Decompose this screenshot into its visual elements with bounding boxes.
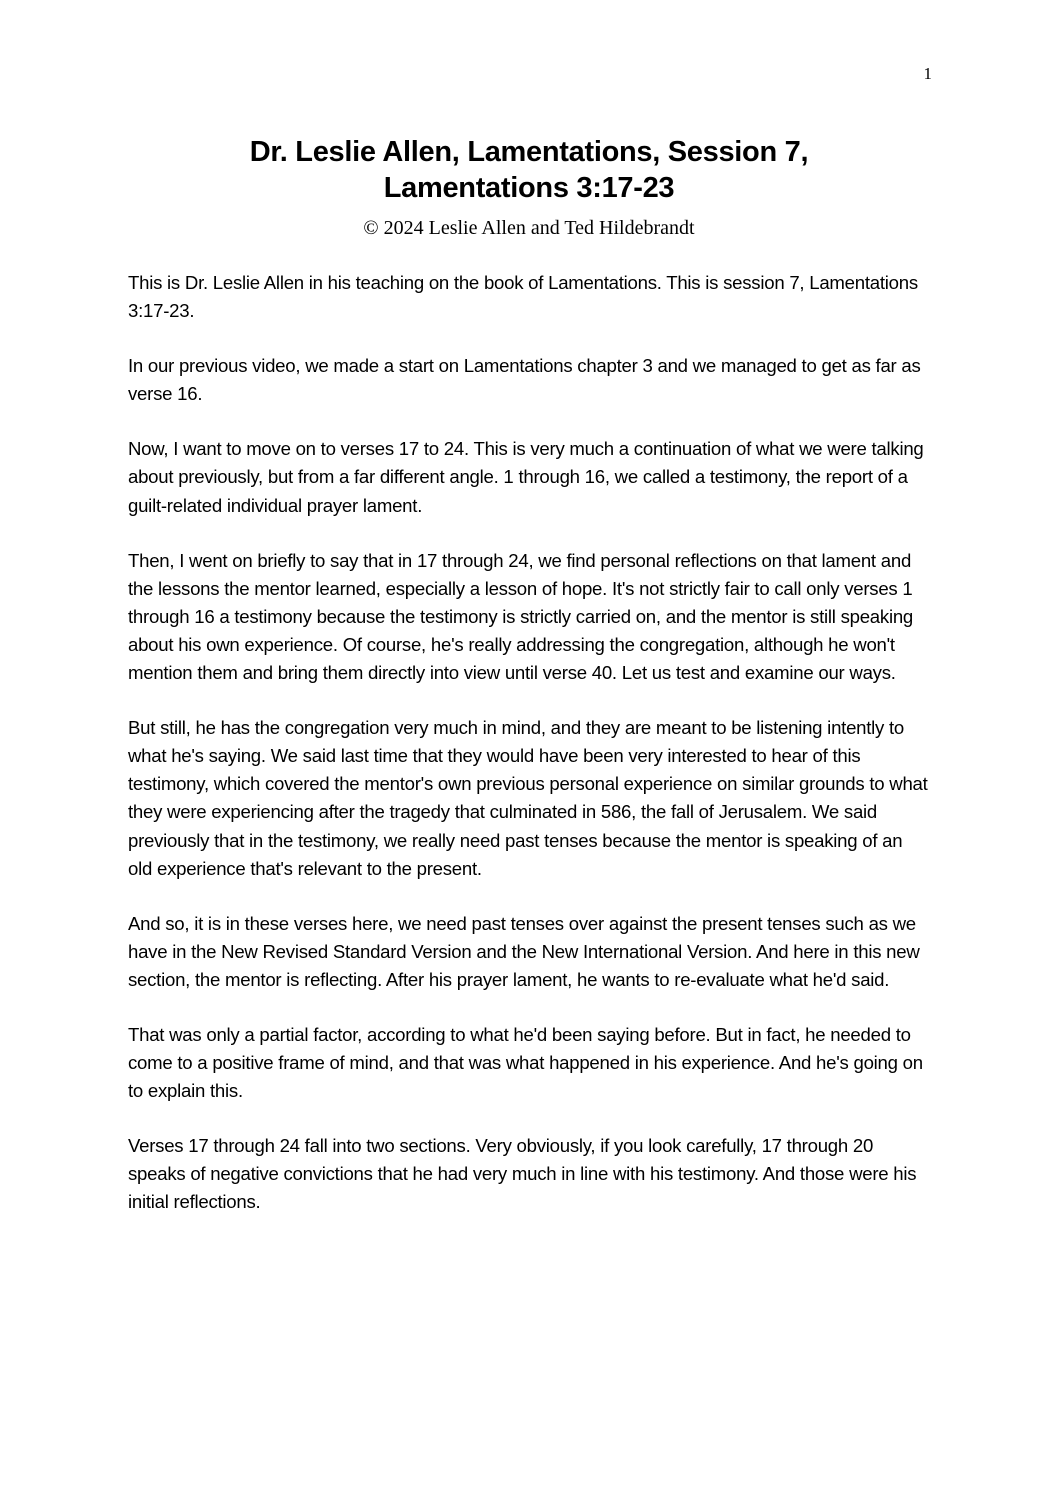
document-title bbox=[128, 134, 930, 206]
paragraph: That was only a partial factor, according to what he'd been saying before. But in fact, he needed to come to a positive frame of mind, and that was what happened in his experience. And he's going on to explain this. bbox=[128, 1023, 923, 1102]
paragraph: Then, I went on briefly to say that in 17 through 24, we find personal reflections on that lament and the lessons the mentor learned, especially a lesson of hope. It's not strictly fair to call only verses 1 through 16 a testimony because the testimony is strictly carried on, and the mentor is still speaking about his own experience. Of course, he's really addressing the congregation, although he won't mention them and bring them directly into view until verse 40. Let us test and examine our ways. bbox=[128, 549, 914, 684]
paragraph: Now, I want to move on to verses 17 to 24. This is very much a continuation of what we were talking about previously, but from a far different angle. 1 through 16, we called a testimony, the report of a guilt-related individual prayer lament. bbox=[128, 438, 924, 516]
paragraph: In our previous video, we made a start on Lamentations chapter 3 and we managed to get as far as verse 16. bbox=[128, 355, 921, 405]
paragraph: This is Dr. Leslie Allen in his teaching on the book of Lamentations. This is session 7, Lamentations 3:17-23. bbox=[128, 272, 918, 322]
page-number: 1 bbox=[923, 64, 932, 83]
title-line-2: Lamentations 3:17-23 bbox=[383, 172, 675, 204]
document-body bbox=[128, 269, 930, 1244]
paragraph: And so, it is in these verses here, we need past tenses over against the present tenses such as we have in the New Revised Standard Version and the New International Version. And here in this new section, the mentor is reflecting. After his prayer lament, he wants to re-evaluate what he'd said. bbox=[128, 912, 920, 990]
paragraph: Verses 17 through 24 fall into two sections. Very obviously, if you look carefully, 17 through 20 speaks of negative convictions that he had very much in line with his testimony. And those were his initial reflections. bbox=[128, 1135, 917, 1213]
copyright-line: © 2024 Leslie Allen and Ted Hildebrandt bbox=[363, 217, 695, 239]
paragraph: But still, he has the congregation very much in mind, and they are meant to be listening intently to what he's saying. We said last time that they would have been very interested to hear of this testimony, which covered the mentor's own previous personal experience on similar grounds to what they were experiencing after the tragedy that culminated in 586, the fall of Jerusalem. We said previously that in the testimony, we really need past tenses because the mentor is speaking of an old experience that's relevant to the present. bbox=[128, 717, 928, 879]
title-line-1: Dr. Leslie Allen, Lamentations, Session 7, bbox=[249, 136, 809, 168]
